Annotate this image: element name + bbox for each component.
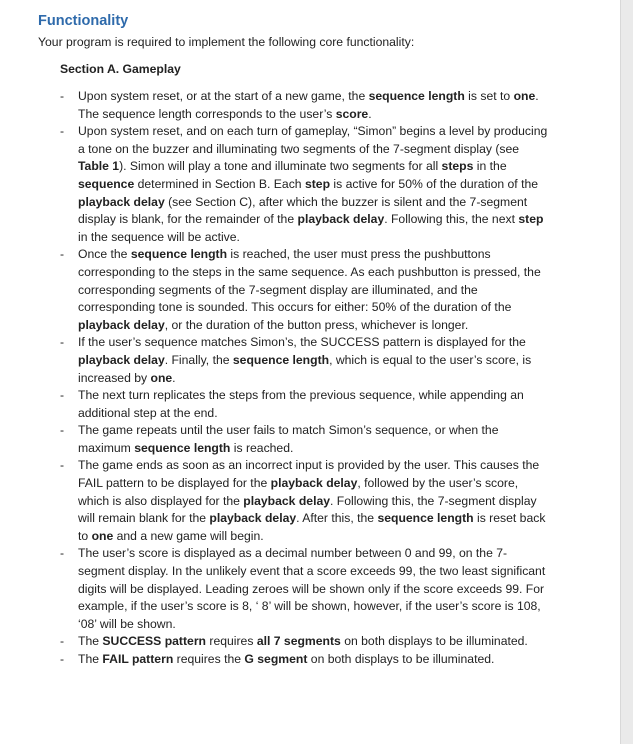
list-item bbox=[60, 246, 550, 334]
text-run: , followed by the user’s score, which is also displayed for the bbox=[78, 476, 519, 508]
bold-term: step bbox=[518, 212, 544, 227]
bold-term: FAIL pattern bbox=[102, 652, 174, 666]
page-edge bbox=[620, 0, 633, 744]
text-run: . bbox=[172, 370, 176, 385]
bold-term: one bbox=[150, 370, 173, 385]
text-run: is reset back to bbox=[78, 511, 546, 543]
bold-term: playback delay bbox=[78, 317, 165, 332]
text-run: . Following this, the 7-segment display will remain blank for the bbox=[78, 493, 537, 526]
requirements-list bbox=[60, 88, 550, 669]
text-run: The game ends as soon as an incorrect input is provided by the user. This causes the FAIL pattern to be displayed for the bbox=[78, 458, 540, 491]
text-run: is reached, the user must press the pushbuttons corresponding to the steps in the same sequence. As each pushbutton is pressed, the corresponding segments of the 7-segment display are illuminated, and the corresponding tone is sounded. This occurs for either: 50% of the duration of the bbox=[78, 247, 541, 315]
text-run: is active for 50% of the duration of the bbox=[330, 176, 539, 191]
subsection-title: Section A. Gameplay bbox=[60, 62, 181, 76]
text-run: . bbox=[368, 106, 372, 121]
text-run: . After this, the bbox=[296, 511, 378, 526]
text-run: on both displays to be illuminated. bbox=[340, 634, 528, 649]
text-run: The bbox=[78, 652, 103, 666]
bold-term: sequence length bbox=[377, 511, 474, 526]
text-run: is set to bbox=[464, 89, 514, 103]
text-run: If the user’s sequence matches Simon’s, the SUCCESS pattern is displayed for the bbox=[78, 335, 526, 350]
list-item bbox=[60, 88, 550, 123]
bold-term: one bbox=[513, 89, 536, 103]
text-run: Upon system reset, and on each turn of gameplay, “Simon” begins a level by producing a tone on the buzzer and illuminating two segments of the 7-segment display (see bbox=[78, 124, 548, 156]
text-run: determined in Section B. Each bbox=[134, 176, 305, 191]
text-run: requires bbox=[206, 634, 257, 649]
text-run: is reached. bbox=[230, 440, 294, 455]
text-run: in the bbox=[473, 159, 507, 174]
text-run: The game repeats until the user fails to match Simon’s sequence, or when the maximum bbox=[78, 423, 499, 455]
text-run: in the sequence will be active. bbox=[78, 229, 240, 244]
bold-term: step bbox=[304, 176, 331, 191]
list-item bbox=[60, 334, 550, 387]
text-run: , or the duration of the button press, whichever is longer. bbox=[164, 317, 469, 332]
text-run: The user’s score is displayed as a decimal number between 0 and 99, on the 7-segment display. In the unlikely event that a score exceeds 99, the two least significant digits will be displayed. Leading zeroes will be shown only if the score exceeds 99. For example, if the user’s score is 8, ‘ 8’ will be shown, however, if the user’s score is 108, ‘08’ will be shown. bbox=[78, 546, 546, 631]
list-item bbox=[60, 633, 550, 651]
list-item bbox=[60, 422, 550, 457]
list-item bbox=[60, 545, 550, 633]
bold-term: steps bbox=[441, 159, 474, 174]
bold-term: playback delay bbox=[270, 476, 358, 491]
text-run: , which is equal to the user’s score, is increased by bbox=[78, 352, 532, 385]
text-run: . Finally, the bbox=[164, 352, 233, 367]
bold-term: playback delay bbox=[78, 194, 165, 209]
bold-term: one bbox=[91, 528, 114, 543]
bold-term: Table 1 bbox=[78, 159, 120, 174]
text-run: Upon system reset, or at the start of a new game, the bbox=[78, 89, 369, 103]
section-heading: Functionality bbox=[38, 13, 129, 29]
bold-term: sequence length bbox=[232, 352, 330, 367]
text-run: . Following this, the next bbox=[384, 212, 519, 227]
text-run: The bbox=[78, 634, 103, 649]
text-run: and a new game will begin. bbox=[113, 528, 264, 543]
list-item bbox=[60, 457, 550, 545]
text-run: . The sequence length corresponds to the user’s bbox=[78, 89, 539, 121]
bold-term: sequence bbox=[78, 176, 135, 191]
bold-term: sequence length bbox=[368, 89, 465, 103]
bold-term: playback delay bbox=[297, 212, 385, 227]
bold-term: playback delay bbox=[209, 511, 297, 526]
text-run: The next turn replicates the steps from the previous sequence, while appending an additional step at the end. bbox=[78, 388, 524, 420]
list-item bbox=[60, 123, 550, 246]
bold-term: sequence length bbox=[130, 247, 228, 262]
text-run: ). Simon will play a tone and illuminate two segments for all bbox=[119, 159, 442, 174]
text-run: on both displays to be illuminated. bbox=[307, 652, 495, 666]
intro-text: Your program is required to implement the following core functionality: bbox=[38, 35, 415, 49]
text-run: Once the bbox=[78, 247, 131, 262]
bold-term: score bbox=[335, 106, 369, 121]
bold-term: SUCCESS pattern bbox=[102, 634, 207, 649]
bold-term: G segment bbox=[244, 652, 308, 666]
bold-term: playback delay bbox=[78, 352, 165, 367]
bold-term: sequence length bbox=[134, 440, 231, 455]
text-run: requires the bbox=[173, 652, 245, 666]
bold-term: all 7 segments bbox=[256, 634, 341, 649]
list-item bbox=[60, 651, 550, 669]
text-run: (see Section C), after which the buzzer is silent and the 7-segment display is blank, for the remainder of the bbox=[78, 194, 528, 227]
list-item bbox=[60, 387, 550, 422]
bold-term: playback delay bbox=[243, 493, 331, 508]
